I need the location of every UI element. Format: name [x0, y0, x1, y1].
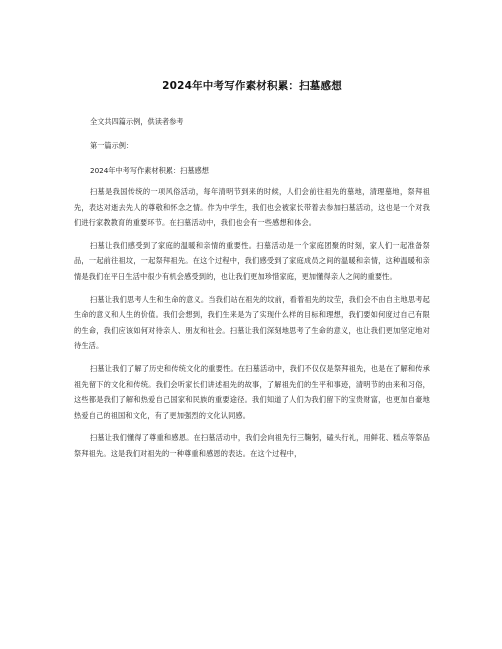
body-paragraph: 扫墓让我们了解了历史和传统文化的重要性。在扫墓活动中，我们不仅仅是祭拜祖先，也是在了解和传承祖先留下的文化和传统。我们会听家长们讲述祖先的故事，了解祖先们的生平和事迹，清明节的由来和习俗，这些都是我们了解和热爱自己国家和民族的重要途径。我们知道了人们为我们留下的宝贵财富，也更加自豪地热爱自己的祖国和文化，有了更加强烈的文化认同感。: [74, 363, 430, 420]
document-title: 2024年中考写作素材积累：扫墓感想: [162, 80, 342, 92]
intro-first-example-line: 第一篇示例：: [90, 141, 134, 150]
body-paragraph: 扫墓让我们感受到了家庭的温暖和亲情的重要性。扫墓活动是一个家庭团聚的时刻，家人们一起准备祭品，一起前往祖坟，一起祭拜祖先。在这个过程中，我们感受到了家庭成员之间的温暖和亲情，这种温暖和亲情是我们在平日生活中很少有机会感受到的，也让我们更加珍惜家庭，更加懂得亲人之间的重要性。: [74, 240, 430, 281]
example-subtitle: 2024年中考写作素材积累：扫墓感想: [90, 166, 209, 175]
body-paragraph: 扫墓让我们思考人生和生命的意义。当我们站在祖先的坟前，看着祖先的坟茔，我们会不由自主地思考起生命的意义和人生的价值。我们会想到，我们生来是为了实现什么样的目标和理想，我们要如何度过自己有限的生命，我们应该如何对待亲人、朋友和社会。扫墓让我们深刻地思考了生命的意义，也让我们更加坚定地对待生活。: [74, 294, 430, 351]
body-paragraph: 扫墓让我们懂得了尊重和感恩。在扫墓活动中，我们会向祖先行三鞠躬，磕头行礼，用鲜花、糕点等祭品祭拜祖先。这是我们对祖先的一种尊重和感恩的表达。在这个过程中，: [74, 433, 430, 458]
intro-total-line: 全文共四篇示例，供读者参考: [90, 117, 184, 126]
body-paragraph: 扫墓是我国传统的一项风俗活动，每年清明节到来的时候，人们会前往祖先的墓地，清理墓地，祭拜祖先，表达对逝去先人的尊敬和怀念之情。作为中学生，我们也会被家长带着去参加扫墓活动，这也是一个对我们进行家教教育的重要环节。在扫墓活动中，我们也会有一些感想和体会。: [74, 187, 430, 228]
